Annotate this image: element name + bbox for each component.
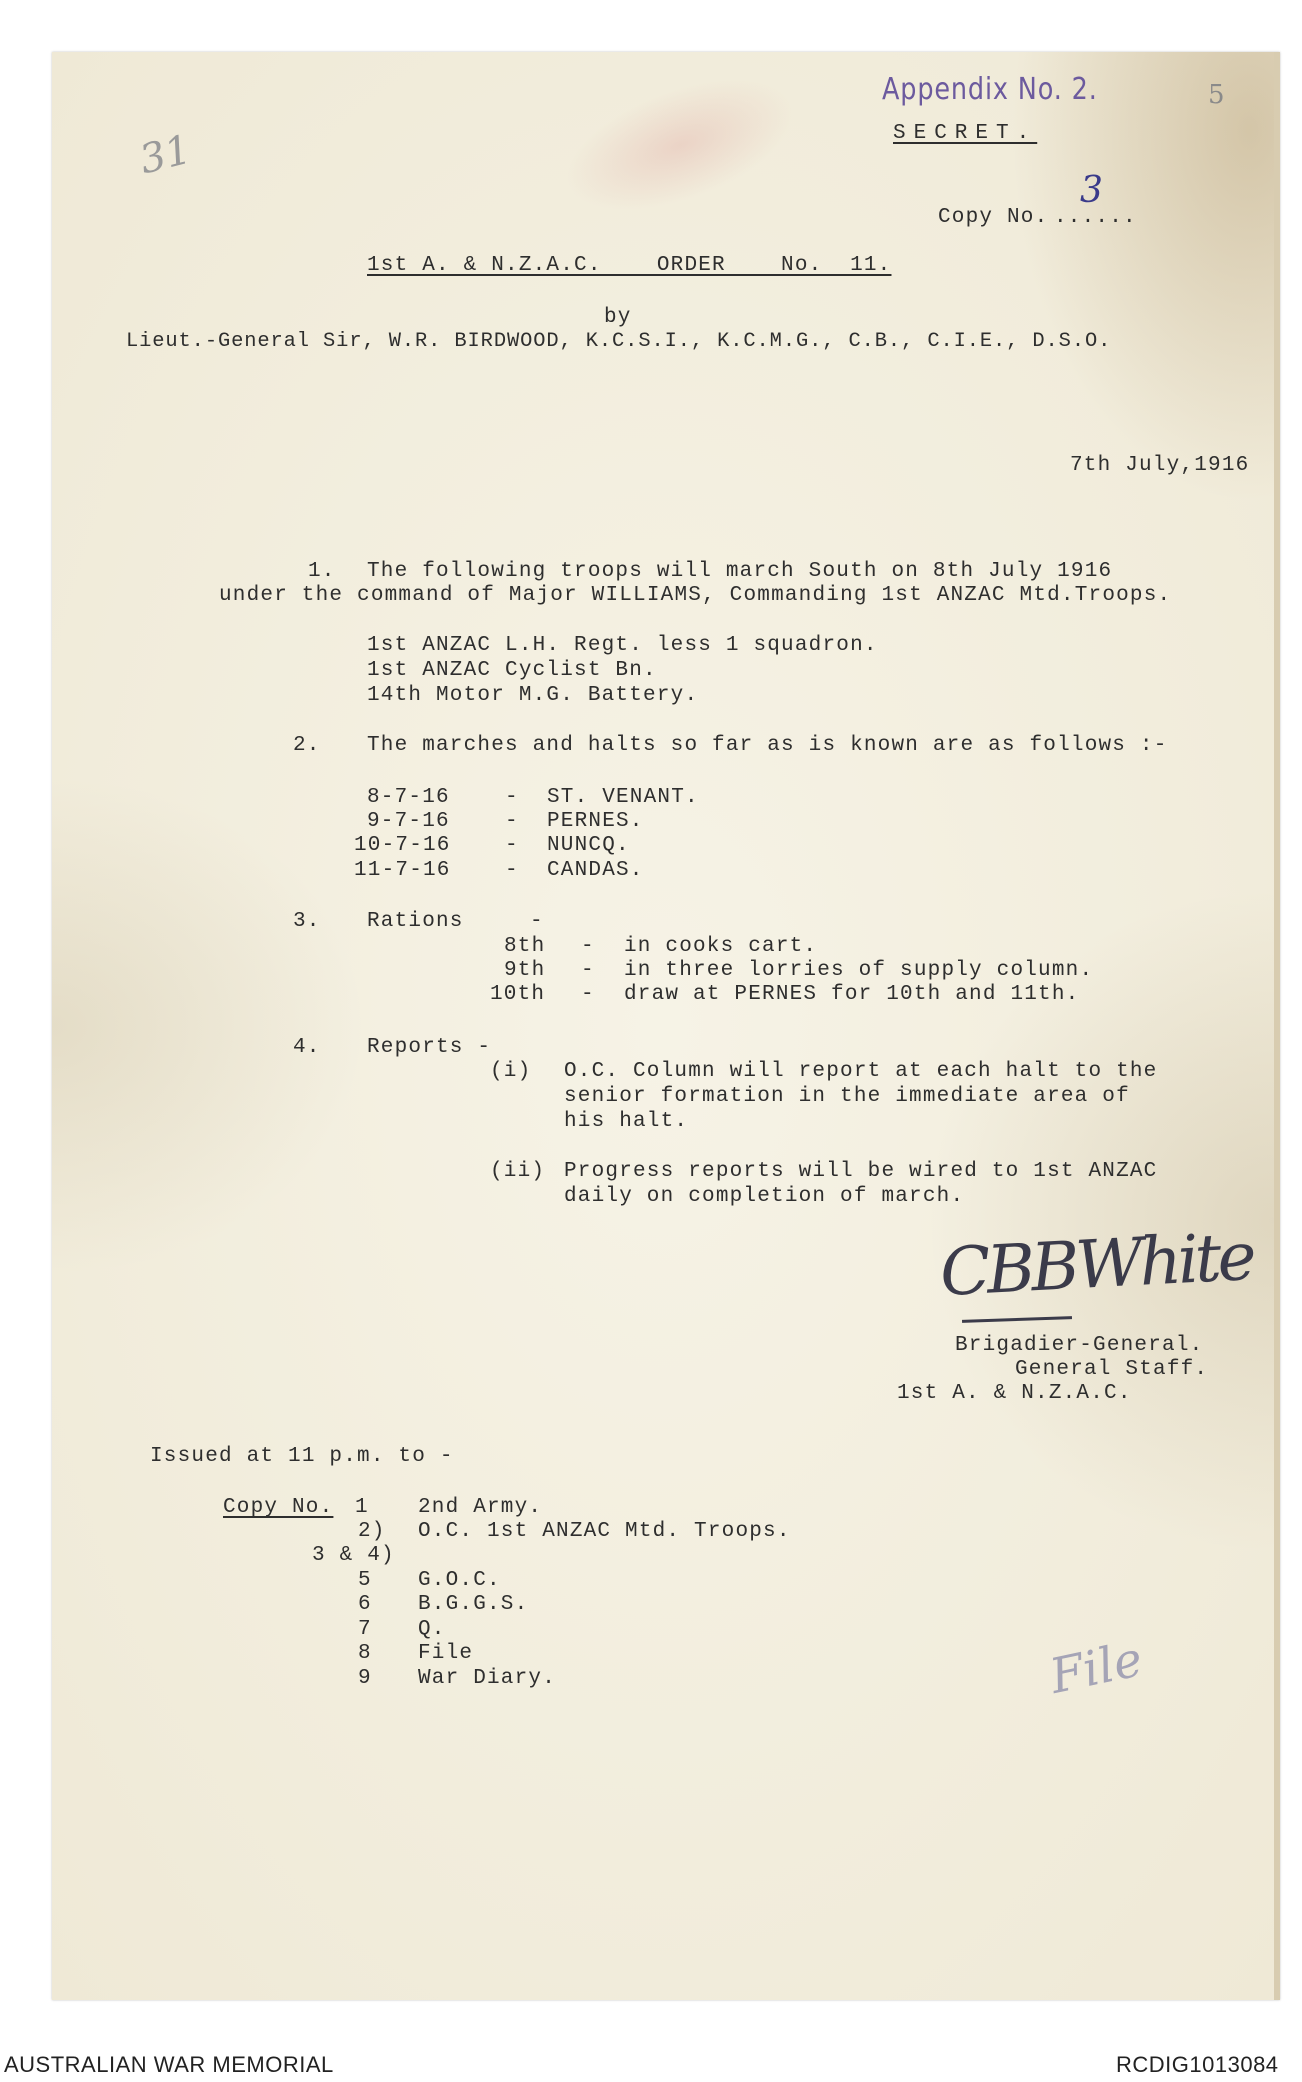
copy-recipient: War Diary. xyxy=(418,1667,557,1690)
copy-number-handwritten: 3 xyxy=(1080,170,1103,211)
copy-num: 3 & 4) xyxy=(312,1544,395,1567)
file-annotation: File xyxy=(1045,1631,1148,1705)
ration-dash: - xyxy=(581,959,595,982)
report-ii-label: (ii) xyxy=(490,1160,546,1183)
order-date: 7th July,1916 xyxy=(1070,454,1250,477)
ration-dash: - xyxy=(581,983,595,1006)
distribution-copy-label: Copy No. xyxy=(223,1496,334,1519)
ration-day: 9th xyxy=(504,959,546,982)
copy-number-label: Copy No. xyxy=(938,206,1049,229)
halt-dash: - xyxy=(505,834,519,857)
para1-line2: under the command of Major WILLIAMS, Commanding 1st ANZAC Mtd.Troops. xyxy=(219,584,1172,607)
report-i-line: senior formation in the immediate area of xyxy=(564,1085,1130,1108)
troop-item: 14th Motor M.G. Battery. xyxy=(367,684,699,707)
halt-date: 9-7-16 xyxy=(367,810,450,833)
copy-num: 8 xyxy=(358,1642,372,1665)
halt-date: 8-7-16 xyxy=(367,786,450,809)
copy-recipient: File xyxy=(418,1642,474,1665)
halt-date: 10-7-16 xyxy=(354,834,451,857)
signature: CBBWhite xyxy=(938,1217,1255,1312)
ration-dash: - xyxy=(581,935,595,958)
ration-text: draw at PERNES for 10th and 11th. xyxy=(624,983,1080,1006)
para1-line1: The following troops will march South on 8th July 1916 xyxy=(367,560,1113,583)
halt-dash: - xyxy=(505,859,519,882)
para2-number: 2. xyxy=(293,734,321,757)
report-ii-line: Progress reports will be wired to 1st ANZAC xyxy=(564,1160,1158,1183)
ration-text: in cooks cart. xyxy=(624,935,818,958)
halt-place: NUNCQ. xyxy=(547,834,630,857)
ration-day: 10th xyxy=(490,983,546,1006)
copy-recipient: 2nd Army. xyxy=(418,1496,543,1519)
halt-dash: - xyxy=(505,786,519,809)
ration-day: 8th xyxy=(504,935,546,958)
halt-place: CANDAS. xyxy=(547,859,644,882)
copy-num: 9 xyxy=(358,1667,372,1690)
copy-num: 7 xyxy=(358,1618,372,1641)
halt-dash: - xyxy=(505,810,519,833)
report-i-label: (i) xyxy=(490,1060,532,1083)
order-title: 1st A. & N.Z.A.C. ORDER No. 11. xyxy=(367,254,892,277)
report-i-line: O.C. Column will report at each halt to the xyxy=(564,1060,1158,1083)
ration-text: in three lorries of supply column. xyxy=(624,959,1094,982)
secret-classification: SECRET. xyxy=(893,122,1038,145)
para3-number: 3. xyxy=(293,910,321,933)
archive-id: RCDIG1013084 xyxy=(1116,2052,1279,2077)
copy-num: 2) xyxy=(358,1520,386,1543)
halt-place: PERNES. xyxy=(547,810,644,833)
para3-dash: - xyxy=(530,910,544,933)
order-by: by xyxy=(604,306,632,329)
copy-recipient: G.O.C. xyxy=(418,1569,501,1592)
signatory-rank: Brigadier-General. xyxy=(955,1334,1204,1357)
para2-text: The marches and halts so far as is known are as follows :- xyxy=(367,734,1168,757)
report-i-line: his halt. xyxy=(564,1110,689,1133)
issued-line: Issued at 11 p.m. to - xyxy=(150,1445,454,1468)
para3-label: Rations xyxy=(367,910,464,933)
archive-credit: AUSTRALIAN WAR MEMORIAL xyxy=(4,2052,334,2077)
page-number: 5 xyxy=(1208,80,1225,110)
copy-num: 1 xyxy=(355,1496,369,1519)
copy-number-dots: ...... xyxy=(1054,206,1137,229)
halt-date: 11-7-16 xyxy=(354,859,451,882)
copy-recipient: Q. xyxy=(418,1618,446,1641)
halt-place: ST. VENANT. xyxy=(547,786,699,809)
order-author: Lieut.-General Sir, W.R. BIRDWOOD, K.C.S.I., K.C.M.G., C.B., C.I.E., D.S.O. xyxy=(126,330,1112,353)
para1-number: 1. xyxy=(308,560,336,583)
para4-label: Reports - xyxy=(367,1036,492,1059)
para4-number: 4. xyxy=(293,1036,321,1059)
appendix-stamp: Appendix No. 2. xyxy=(882,72,1098,107)
troop-item: 1st ANZAC Cyclist Bn. xyxy=(367,659,657,682)
report-ii-line: daily on completion of march. xyxy=(564,1185,965,1208)
signatory-formation: 1st A. & N.Z.A.C. xyxy=(897,1382,1132,1405)
copy-recipient: B.G.G.S. xyxy=(418,1593,529,1616)
signatory-staff: General Staff. xyxy=(1015,1358,1209,1381)
copy-recipient: O.C. 1st ANZAC Mtd. Troops. xyxy=(418,1520,791,1543)
copy-num: 5 xyxy=(358,1569,372,1592)
copy-num: 6 xyxy=(358,1593,372,1616)
pencil-annotation: 31 xyxy=(135,126,196,184)
troop-item: 1st ANZAC L.H. Regt. less 1 squadron. xyxy=(367,634,878,657)
